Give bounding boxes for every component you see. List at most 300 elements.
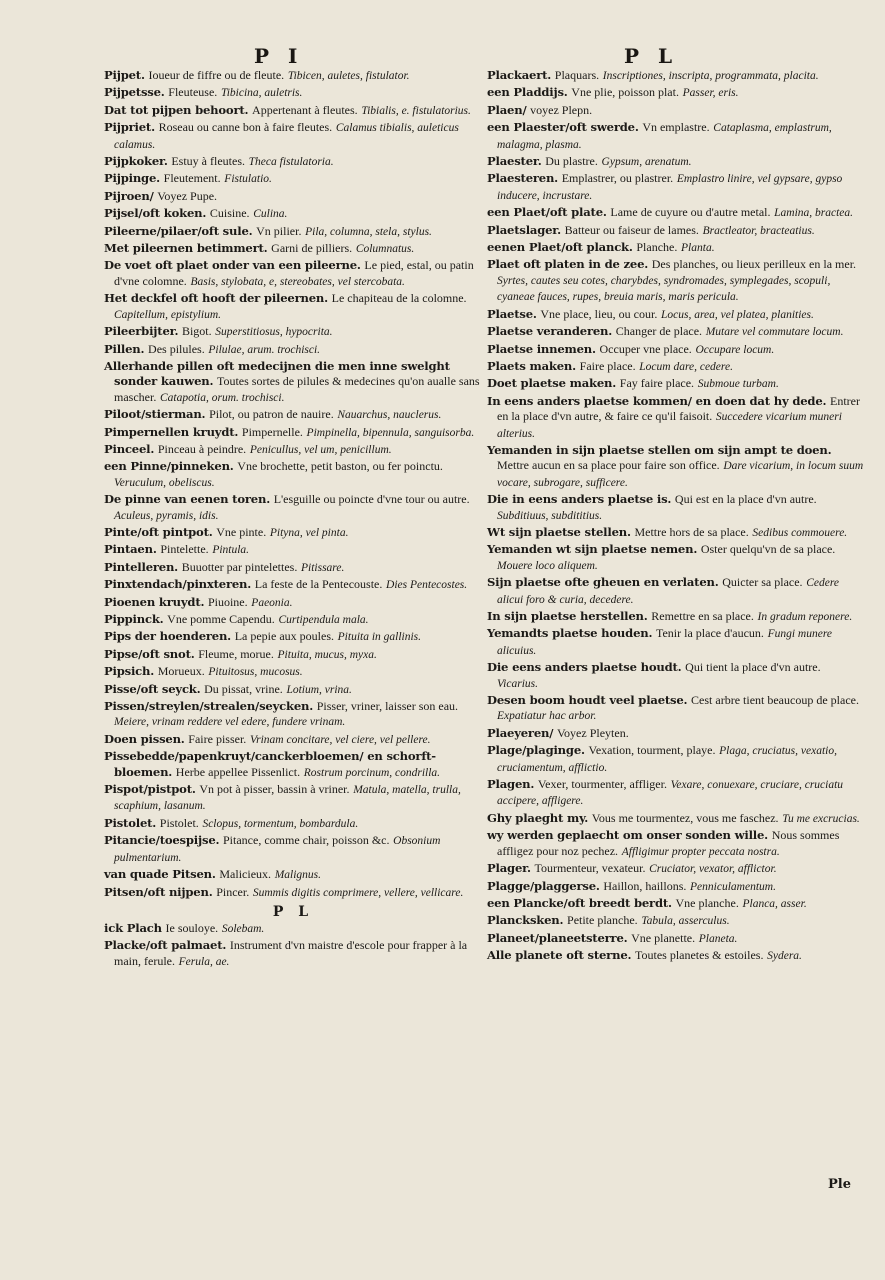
entry-french: Cuisine.	[209, 206, 250, 221]
dictionary-entry	[104, 732, 482, 748]
entry-latin: Superstitiosus, hypocrita.	[215, 326, 333, 339]
entry-french: Vexation, tourment, playe.	[588, 743, 716, 758]
entry-french: Le chapiteau de la colomne.	[331, 291, 467, 306]
entry-french: Vne plie, poisson plat.	[571, 85, 679, 100]
entry-french: Vne planette.	[631, 930, 696, 945]
entry-headword: Pintelleren.	[104, 559, 179, 574]
entry-latin: Pintula.	[212, 544, 250, 557]
entry-french: Voyez Pleyten.	[556, 725, 629, 740]
entry-french: Estuy à fleutes.	[171, 154, 245, 169]
entry-headword: een Pladdijs.	[487, 85, 568, 100]
entry-headword: Plaetse innemen.	[487, 341, 596, 356]
entry-latin: Affligimur propter peccata nostra.	[621, 845, 780, 858]
entry-latin: Pila, columna, stela, stylus.	[305, 225, 432, 238]
entry-french: Appertenant à fleutes.	[252, 102, 358, 117]
dictionary-entry	[104, 407, 482, 423]
entry-french: Pistolet.	[159, 815, 199, 830]
entry-french: Vn pilier.	[256, 223, 302, 238]
entry-latin: Tibicen, auletes, fistulator.	[287, 70, 410, 82]
dictionary-entry	[487, 205, 865, 221]
dictionary-entry	[487, 525, 865, 541]
entry-latin: Locus, area, vel platea, planities.	[661, 308, 814, 321]
entry-headword: In eens anders plaetse kommen/ en doen dat hy dede.	[487, 393, 827, 408]
entry-french: Instrument d'vn maistre d'escole pour frapper à la main, ferule.	[114, 938, 468, 968]
entry-headword: Plancksken.	[487, 913, 564, 928]
dictionary-entry	[487, 443, 865, 491]
entry-headword: Pijroen/	[104, 188, 154, 203]
dictionary-entry	[487, 726, 865, 742]
entry-french: voyez Plepn.	[530, 102, 593, 117]
dictionary-entry	[487, 913, 865, 929]
section-header-pl: P L	[272, 903, 314, 920]
entry-latin: Lotium, vrina.	[286, 683, 352, 696]
entry-headword: Die in eens anders plaetse is.	[487, 492, 672, 507]
entry-headword: een Plancke/oft breedt berdt.	[487, 895, 672, 910]
dictionary-entry	[487, 307, 865, 323]
entry-headword: Pijpriet.	[104, 120, 155, 135]
dictionary-entry	[487, 896, 865, 912]
dictionary-entry	[487, 777, 865, 810]
entry-french: Roseau ou canne bon à faire fleutes.	[158, 120, 333, 135]
dictionary-entry	[487, 120, 865, 153]
entry-headword: Yemanden in sijn plaetse stellen om sijn ampt te doen.	[487, 442, 832, 457]
dictionary-entry	[104, 577, 482, 593]
entry-french: Vexer, tourmenter, affliger.	[537, 777, 667, 792]
dictionary-entry	[104, 103, 482, 119]
entry-headword: Doet plaetse maken.	[487, 376, 617, 391]
entry-french: Pilot, ou patron de nauire.	[209, 407, 334, 422]
entry-french: Du plastre.	[545, 154, 598, 169]
entry-latin: Pimpinella, bipennula, sanguisorba.	[306, 426, 475, 439]
entry-french: Fay faire place.	[619, 376, 695, 391]
dictionary-entry	[104, 612, 482, 628]
dictionary-entry	[104, 68, 482, 84]
entry-french: Haillon, haillons.	[603, 878, 687, 893]
entry-french: Fleume, morue.	[198, 646, 274, 661]
entry-headword: een Plaester/oft swerde.	[487, 120, 639, 135]
entry-latin: Pituitosus, mucosus.	[208, 666, 303, 679]
entry-french: Malicieux.	[219, 867, 272, 882]
entry-latin: Planca, asser.	[742, 897, 807, 910]
entry-headword: Pitsen/oft nijpen.	[104, 884, 213, 899]
dictionary-entry	[104, 595, 482, 611]
dictionary-entry	[487, 394, 865, 442]
entry-french: Vous me tourmentez, vous me faschez.	[591, 810, 779, 825]
entry-headword: Pitancie/toespijse.	[104, 833, 220, 848]
entry-latin: Tibicina, auletris.	[220, 87, 303, 100]
entry-headword: Pileerbijter.	[104, 324, 179, 339]
entry-french: Nous sommes affligez pour noz pechez.	[497, 828, 840, 858]
dictionary-entry	[104, 629, 482, 645]
entry-headword: een Plaet/oft plate.	[487, 205, 607, 220]
entry-french: Toutes sortes de pilules & medecines qu'on aualle sans mascher.	[114, 374, 480, 404]
left-tail-list	[104, 921, 482, 970]
entry-headword: Piloot/stierman.	[104, 407, 206, 422]
dictionary-entry	[487, 743, 865, 776]
dictionary-entry	[487, 171, 865, 204]
entry-latin: Sclopus, tormentum, bombardula.	[202, 817, 359, 830]
entry-latin: Pityna, vel pinta.	[269, 526, 349, 539]
entry-french: Lame de cuyure ou d'autre metal.	[610, 205, 771, 220]
entry-latin: Pituita, mucus, myxa.	[277, 648, 377, 661]
dictionary-entry	[487, 223, 865, 239]
dictionary-entry	[104, 258, 482, 290]
entry-french: Tourmenteur, vexateur.	[534, 861, 646, 876]
dictionary-entry	[104, 224, 482, 240]
dictionary-entry	[487, 948, 865, 964]
entry-latin: Sydera.	[767, 950, 802, 963]
entry-latin: Vicarius.	[497, 677, 538, 690]
entry-french: Plaquars.	[554, 68, 600, 82]
entry-french: La pepie aux poules.	[234, 629, 334, 644]
dictionary-entry	[487, 811, 865, 827]
entry-headword: ick Plach	[104, 920, 162, 935]
entry-headword: Pipse/oft snot.	[104, 646, 195, 661]
entry-french: Tenir la place d'aucun.	[655, 626, 764, 641]
entry-headword: De voet oft plaet onder van een pileerne.	[104, 258, 361, 273]
entry-headword: Pijpinge.	[104, 171, 160, 186]
entry-latin: Rostrum porcinum, condrilla.	[303, 766, 441, 779]
entry-headword: Die eens anders plaetse houdt.	[487, 660, 682, 675]
entry-french: Quicter sa place.	[722, 575, 803, 590]
entry-headword: Het deckfel oft hooft der pileernen.	[104, 291, 328, 306]
dictionary-entry	[104, 189, 482, 205]
entry-latin: Calamus tibialis, auleticus calamus.	[114, 122, 459, 151]
entry-french: Faire pisser.	[188, 731, 247, 746]
dictionary-entry	[487, 931, 865, 947]
entry-french: Vn emplastre.	[642, 120, 710, 135]
entry-headword: Pippinck.	[104, 612, 164, 626]
entry-latin: Lamina, bractea.	[774, 207, 854, 220]
entry-latin: In gradum reponere.	[757, 611, 853, 623]
entry-latin: Gypsum, arenatum.	[601, 156, 692, 169]
entry-headword: Yemandts plaetse houden.	[487, 626, 653, 641]
entry-latin: Cedere alicui foro & curia, decedere.	[497, 577, 839, 606]
entry-latin: Tabula, asserculus.	[641, 915, 730, 928]
dictionary-entry	[487, 575, 865, 608]
entry-headword: Pispot/pistpot.	[104, 782, 196, 797]
entry-latin: Aculeus, pyramis, idis.	[114, 509, 219, 522]
entry-french: Occuper vne place.	[599, 341, 692, 356]
catchword: Ple	[828, 1177, 851, 1192]
dictionary-entry	[104, 154, 482, 170]
dictionary-entry	[487, 85, 865, 101]
entry-french: Pitance, comme chair, poisson &c.	[223, 833, 390, 848]
entry-headword: Plaet oft platen in de zee.	[487, 257, 649, 272]
entry-headword: Plaets maken.	[487, 358, 576, 373]
entry-french: Planche.	[636, 240, 678, 255]
entry-headword: Doen pissen.	[104, 731, 185, 746]
dictionary-entry	[104, 342, 482, 358]
dictionary-entry	[104, 867, 482, 883]
entry-french: Vne place, lieu, ou cour.	[540, 306, 658, 321]
entry-headword: Pillen.	[104, 341, 145, 356]
entry-french: Emplastrer, ou plastrer.	[561, 171, 674, 186]
entry-french: Pisser, vriner, laisser son eau.	[316, 699, 459, 714]
entry-headword: Pinte/oft pintpot.	[104, 524, 213, 539]
dictionary-entry	[104, 241, 482, 257]
entry-latin: Subditiuus, subdititius.	[497, 509, 603, 522]
entry-headword: Plaester.	[487, 154, 542, 169]
entry-french: Qui tient la place d'vn autre.	[685, 660, 821, 675]
entry-latin: Penniculamentum.	[690, 880, 776, 893]
dictionary-entry	[487, 154, 865, 170]
entry-latin: Vexare, conuexare, cruciare, cruciatu accipere, affligere.	[497, 779, 844, 808]
entry-headword: Pips der hoenderen.	[104, 629, 232, 644]
entry-latin: Occupare locum.	[695, 343, 775, 356]
dictionary-entry	[104, 749, 482, 781]
dictionary-entry	[104, 291, 482, 323]
entry-headword: Sijn plaetse ofte gheuen en verlaten.	[487, 575, 719, 590]
entry-french: Herbe appellee Pissenlict.	[175, 764, 301, 779]
dictionary-entry	[487, 342, 865, 358]
entry-headword: Pijpetsse.	[104, 85, 165, 100]
entry-latin: Meiere, vrinam reddere vel edere, fundere vrinam.	[114, 716, 346, 729]
entry-headword: In sijn plaetse herstellen.	[487, 609, 648, 623]
entry-latin: Columnatus.	[355, 243, 415, 256]
entry-latin: Inscriptiones, inscripta, programmata, placita.	[602, 70, 819, 82]
dictionary-entry	[104, 833, 482, 866]
entry-headword: Pissen/streylen/strealen/seycken.	[104, 699, 314, 714]
dictionary-entry	[104, 664, 482, 680]
entry-headword: Plaeyeren/	[487, 725, 554, 740]
entry-french: Pintelette.	[160, 542, 209, 557]
entry-headword: Planeet/planeetsterre.	[487, 930, 628, 945]
dictionary-entry	[487, 693, 865, 725]
entry-french: Fleuteuse.	[168, 85, 218, 100]
entry-headword: wy werden geplaecht om onser sonden wille.	[487, 828, 769, 843]
entry-french: Cest arbre tient beaucoup de place.	[691, 693, 859, 708]
entry-french: Des pilules.	[148, 341, 205, 356]
entry-french: Buuotter par pintelettes.	[181, 559, 298, 574]
dictionary-entry	[487, 609, 865, 625]
entry-french: Vn pot à pisser, bassin à vriner.	[199, 782, 350, 797]
entry-french: Qui est en la place d'vn autre.	[674, 492, 817, 507]
entry-latin: Cataplasma, emplastrum, malagma, plasma.	[497, 122, 832, 151]
right-column	[487, 46, 865, 966]
entry-headword: Plagen.	[487, 777, 535, 792]
dictionary-entry	[104, 459, 482, 491]
dictionary-entry	[104, 782, 482, 815]
right-entry-list	[487, 68, 865, 965]
entry-headword: Alle planete oft sterne.	[487, 948, 632, 963]
entry-french: Petite planche.	[567, 913, 638, 928]
entry-headword: Plaetslager.	[487, 222, 561, 237]
entry-headword: Pissebedde/papenkruyt/canckerbloemen/ en schorft-bloemen.	[104, 749, 436, 779]
entry-headword: Plager.	[487, 861, 531, 876]
dictionary-entry	[104, 816, 482, 832]
entry-latin: Summis digitis comprimere, vellere, vellicare.	[252, 886, 464, 899]
entry-french: Morueux.	[157, 664, 205, 679]
entry-headword: Pileerne/pilaer/oft sule.	[104, 223, 253, 238]
dictionary-entry	[487, 240, 865, 256]
entry-headword: Met pileernen betimmert.	[104, 241, 268, 256]
dictionary-entry	[104, 359, 482, 406]
dictionary-entry	[104, 682, 482, 698]
entry-latin: Pilulae, arum. trochisci.	[208, 343, 321, 356]
entry-headword: Plagge/plaggerse.	[487, 878, 600, 893]
entry-french: Des planches, ou lieux perilleux en la mer.	[651, 257, 857, 272]
dictionary-entry	[104, 492, 482, 524]
dictionary-entry	[487, 324, 865, 340]
entry-headword: Plaetse.	[487, 306, 537, 321]
dictionary-entry	[104, 324, 482, 340]
entry-latin: Planta.	[681, 242, 715, 255]
entry-french: L'esguille ou poincte d'vne tour ou autre.	[273, 492, 470, 507]
entry-headword: Yemanden wt sijn plaetse nemen.	[487, 542, 698, 557]
entry-headword: Dat tot pijpen behoort.	[104, 102, 249, 117]
entry-headword: Pinxtendach/pinxteren.	[104, 577, 252, 592]
entry-latin: Nauarchus, nauclerus.	[337, 409, 442, 422]
entry-french: Changer de place.	[615, 324, 703, 339]
entry-latin: Pituita in gallinis.	[337, 631, 422, 644]
entry-latin: Malignus.	[274, 869, 322, 882]
entry-headword: Pioenen kruydt.	[104, 594, 205, 609]
entry-french: Ie souloye.	[165, 920, 219, 935]
entry-headword: eenen Plaet/oft planck.	[487, 240, 633, 255]
entry-latin: Solebam.	[221, 922, 265, 935]
entry-headword: Plackaert.	[487, 68, 552, 82]
entry-french: Ioueur de fiffre ou de fleute.	[148, 68, 285, 82]
entry-latin: Obsonium pulmentarium.	[114, 835, 441, 864]
entry-french: Toutes planetes & estoiles.	[635, 948, 764, 963]
entry-latin: Dare vicarium, in locum suum vocare, subrogare, sufficere.	[497, 460, 864, 489]
entry-french: Pinceau à peindre.	[157, 441, 247, 456]
entry-latin: Mouere loco aliquem.	[497, 559, 598, 572]
entry-headword: Pijsel/oft koken.	[104, 206, 207, 221]
entry-headword: van quade Pitsen.	[104, 867, 216, 882]
entry-latin: Theca fistulatoria.	[248, 156, 334, 169]
entry-headword: Placke/oft palmaet.	[104, 938, 227, 953]
entry-headword: Pisse/oft seyck.	[104, 681, 201, 696]
entry-french: Faire place.	[579, 358, 636, 373]
entry-latin: Fistulatio.	[224, 173, 272, 186]
entry-latin: Dies Pentecostes.	[386, 579, 468, 592]
entry-headword: Plaen/	[487, 102, 527, 117]
entry-french: Vne pomme Capendu.	[167, 612, 275, 626]
dictionary-entry	[487, 257, 865, 305]
entry-latin: Fungi munere alicuius.	[497, 628, 832, 657]
dictionary-entry	[104, 85, 482, 101]
entry-french: Pimpernelle.	[241, 424, 303, 439]
entry-latin: Vrinam concitare, vel ciere, vel pellere.	[249, 733, 431, 746]
dictionary-entry	[487, 103, 865, 119]
entry-french: Piuoine.	[207, 594, 248, 609]
entry-latin: Pitissare.	[300, 561, 345, 574]
entry-latin: Mutare vel commutare locum.	[705, 326, 844, 339]
entry-latin: Expatiatur hac arbor.	[497, 710, 597, 723]
entry-latin: Culina.	[253, 208, 288, 221]
dictionary-entry	[104, 921, 482, 937]
page-header-left: P I	[254, 44, 304, 68]
entry-latin: Planeta.	[698, 932, 738, 945]
entry-french: La feste de la Pentecouste.	[254, 577, 383, 592]
entry-french: Pincer.	[216, 884, 250, 899]
entry-headword: Pijpet.	[104, 68, 145, 82]
entry-french: Du pissat, vrine.	[204, 681, 283, 696]
entry-headword: Plage/plaginge.	[487, 743, 585, 758]
left-entry-list	[104, 68, 482, 901]
entry-french: Voyez Pupe.	[157, 188, 218, 203]
entry-french: Oster quelqu'vn de sa place.	[700, 542, 836, 557]
entry-latin: Veruculum, obeliscus.	[114, 476, 215, 489]
entry-headword: Pipsich.	[104, 664, 155, 679]
dictionary-entry	[104, 647, 482, 663]
dictionary-entry	[487, 828, 865, 860]
entry-french: Mettre hors de sa place.	[634, 524, 749, 539]
entry-headword: Allerhande pillen oft medecijnen die men inne swelght sonder kauwen.	[104, 358, 450, 389]
entry-headword: Pinceel.	[104, 441, 155, 456]
entry-french: Garni de pilliers.	[271, 241, 353, 256]
entry-headword: De pinne van eenen toren.	[104, 492, 271, 507]
dictionary-entry	[104, 560, 482, 576]
entry-latin: Cruciator, vexator, afflictor.	[649, 863, 777, 876]
entry-latin: Emplastro linire, vel gypsare, gypso inducere, incrustare.	[497, 173, 843, 202]
entry-french: Bigot.	[181, 324, 212, 339]
dictionary-entry	[104, 525, 482, 541]
entry-headword: Ghy plaeght my.	[487, 810, 589, 825]
dictionary-entry	[104, 699, 482, 731]
dictionary-entry	[487, 359, 865, 375]
entry-french: Fleutement.	[163, 171, 221, 186]
entry-latin: Ferula, ae.	[178, 955, 230, 968]
entry-headword: Pijpkoker.	[104, 154, 168, 169]
entry-latin: Sedibus commouere.	[752, 526, 848, 539]
left-column	[104, 46, 482, 971]
entry-latin: Tu me excrucias.	[782, 812, 860, 825]
entry-french: Mettre aucun en sa place pour faire son office.	[497, 458, 720, 473]
entry-french: Vne pinte.	[216, 524, 267, 539]
entry-latin: Bractleator, bracteatius.	[702, 224, 815, 237]
dictionary-entry	[104, 885, 482, 901]
page-header-right: P L	[624, 44, 679, 68]
dictionary-entry	[104, 938, 482, 970]
dictionary-entry	[487, 68, 865, 84]
entry-french: Vne planche.	[675, 895, 739, 910]
entry-french: Vne brochette, petit baston, ou fer poinctu.	[237, 459, 443, 474]
entry-french: Entrer en la place d'vn autre, & faire ce qu'il faisoit.	[497, 393, 860, 424]
dictionary-entry	[104, 542, 482, 558]
entry-headword: een Pinne/pinneken.	[104, 459, 234, 474]
entry-latin: Submoue turbam.	[697, 378, 779, 391]
dictionary-entry	[104, 171, 482, 187]
entry-latin: Matula, matella, trulla, scaphium, lasanum.	[114, 784, 461, 813]
entry-headword: Pistolet.	[104, 815, 157, 830]
dictionary-entry	[487, 879, 865, 895]
dictionary-entry	[487, 542, 865, 574]
dictionary-entry	[487, 626, 865, 659]
entry-latin: Basis, stylobata, e, stereobates, vel stercobata.	[190, 275, 405, 288]
entry-latin: Paeonia.	[251, 596, 293, 609]
entry-latin: Locum dare, cedere.	[639, 360, 733, 373]
entry-latin: Succedere vicarium muneri alterius.	[497, 411, 842, 440]
dictionary-entry	[487, 861, 865, 877]
entry-headword: Plaesteren.	[487, 171, 559, 186]
entry-latin: Plaga, cruciatus, vexatio, cruciamentum, afflictio.	[497, 745, 837, 774]
entry-french: Batteur ou faiseur de lames.	[564, 222, 699, 237]
entry-headword: Pintaen.	[104, 542, 157, 557]
dictionary-entry	[104, 120, 482, 153]
entry-headword: Pimpernellen kruydt.	[104, 424, 239, 439]
entry-latin: Curtipendula mala.	[278, 614, 369, 626]
entry-headword: Desen boom houdt veel plaetse.	[487, 693, 688, 708]
entry-latin: Tibialis, e. fistulatorius.	[361, 104, 471, 117]
entry-latin: Penicullus, vel um, penicillum.	[249, 443, 392, 456]
dictionary-entry	[487, 660, 865, 692]
dictionary-entry	[104, 206, 482, 222]
dictionary-entry	[487, 492, 865, 524]
entry-latin: Syrtes, cautes seu cotes, charybdes, syndromades, symplegades, scopuli, cyaneae fauces, rupes, breuia maris, maris pericula.	[497, 274, 831, 304]
